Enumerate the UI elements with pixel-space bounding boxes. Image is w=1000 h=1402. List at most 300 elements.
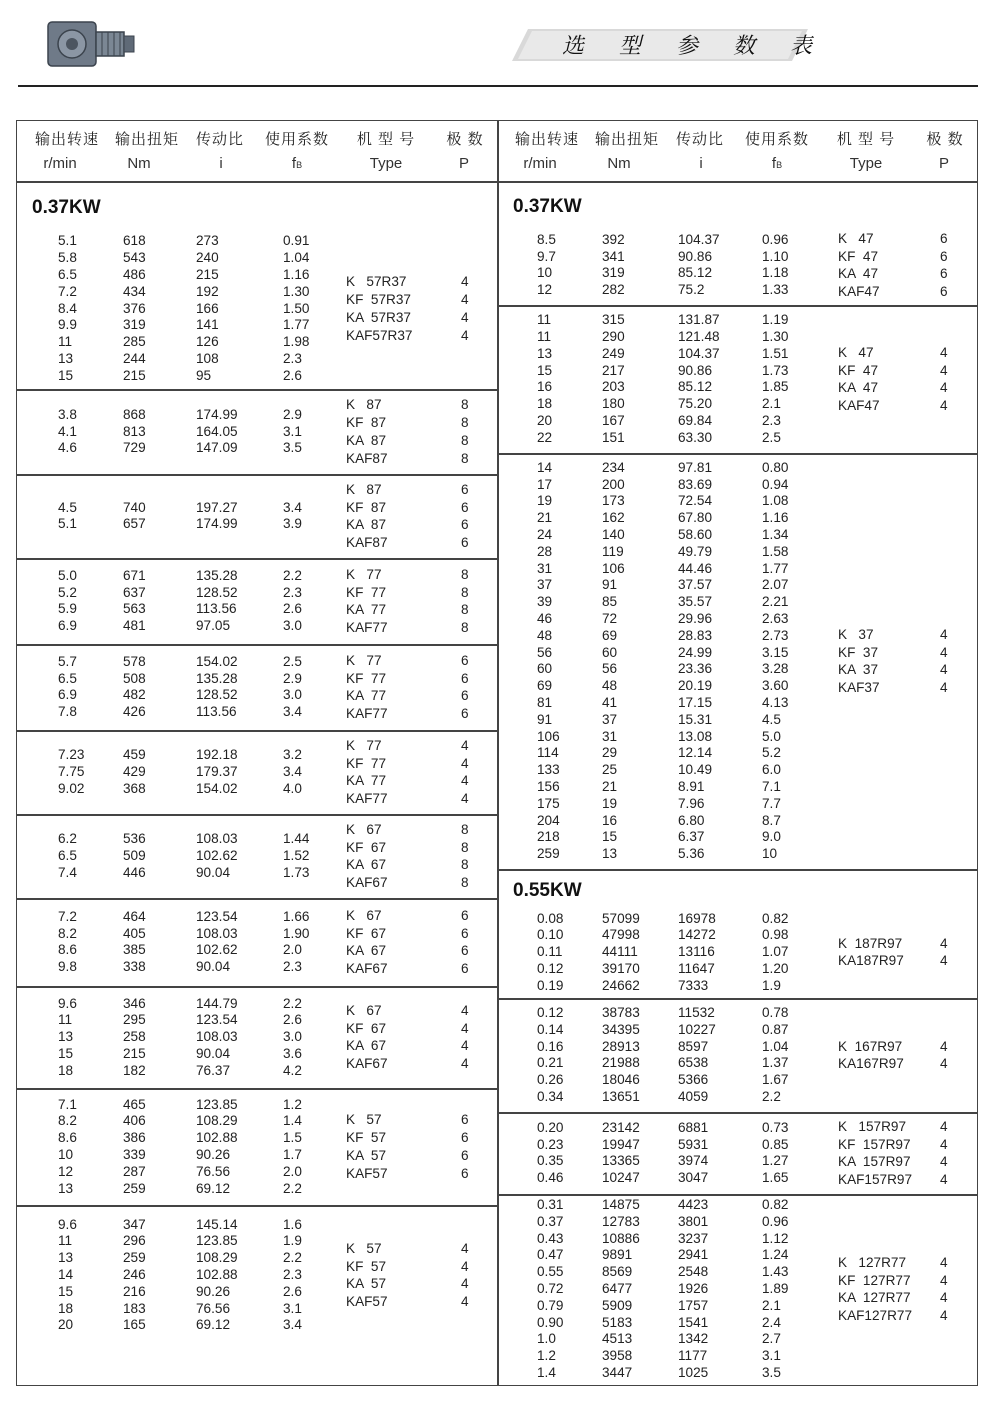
- cell: 183: [123, 1300, 146, 1316]
- cell: 0.85: [762, 1136, 789, 1152]
- cell: 7.75: [58, 764, 85, 780]
- model-cell: KA 47: [838, 380, 879, 396]
- cell: 1.9: [762, 977, 781, 993]
- cell: 7333: [678, 977, 709, 993]
- cell: 3047: [678, 1170, 709, 1186]
- cell: 1.85: [762, 379, 789, 395]
- group-left-0-10-speed: [58, 1217, 108, 1335]
- cell: 2.3: [283, 959, 302, 975]
- model-cell: KA 57R37: [346, 309, 411, 325]
- cell: 2.7: [762, 1331, 781, 1347]
- pole-cell: 6: [461, 499, 469, 515]
- cell: 90.04: [196, 959, 231, 975]
- header-cn-right-0: 输出转速: [514, 131, 580, 148]
- cell: 31: [602, 728, 618, 744]
- cell: 1.16: [283, 266, 310, 282]
- model-cell: K 77: [346, 566, 382, 582]
- cell: 37.57: [678, 577, 713, 593]
- group-left-0-3-torque: [123, 568, 183, 635]
- cell: 1.10: [762, 248, 789, 264]
- pole-cell: 4: [461, 1276, 469, 1292]
- model-cell: KAF77: [346, 706, 388, 722]
- cell: 5.1: [58, 233, 77, 249]
- cell: 1177: [678, 1348, 708, 1364]
- cell: 121.48: [678, 329, 720, 345]
- cell: 15: [537, 362, 553, 378]
- cell: 216: [123, 1283, 146, 1299]
- cell: 2.1: [762, 396, 781, 412]
- pole-cell: 8: [461, 875, 469, 891]
- cell: 8569: [602, 1264, 633, 1280]
- cell: 1.73: [762, 362, 789, 378]
- cell: 12: [537, 282, 553, 298]
- cell: 11: [58, 334, 73, 350]
- group-left-0-3-poles: [461, 566, 469, 637]
- pole-cell: 4: [940, 680, 948, 696]
- cell: 482: [123, 687, 146, 703]
- cell: 1.07: [762, 944, 789, 960]
- cell: 60: [537, 661, 553, 677]
- group-right-1-3-factor: [762, 1197, 812, 1382]
- cell: 429: [123, 764, 146, 780]
- header-cn-left-3: 使用系数: [264, 131, 330, 148]
- pole-cell: 4: [461, 309, 469, 325]
- cell: 4513: [602, 1331, 633, 1347]
- cell: 135.28: [196, 567, 238, 583]
- cell: 868: [123, 406, 146, 422]
- cell: 25: [602, 762, 618, 778]
- cell: 126: [196, 334, 219, 350]
- cell: 319: [123, 317, 146, 333]
- pole-cell: 4: [461, 1258, 469, 1274]
- model-cell: KA 47: [838, 266, 879, 282]
- group-left-0-1-ratio: [196, 407, 266, 457]
- cell: 48: [602, 678, 618, 694]
- cell: 3.6: [283, 1045, 302, 1061]
- cell: 3.9: [283, 516, 302, 532]
- model-cell: KA 77: [346, 602, 387, 618]
- cell: 657: [123, 516, 146, 532]
- model-cell: KAF57: [346, 1165, 388, 1181]
- cell: 24.99: [678, 644, 713, 660]
- cell: 21988: [602, 1055, 640, 1071]
- cell: 91: [537, 711, 553, 727]
- cell: 1.73: [283, 864, 310, 880]
- cell: 9.9: [58, 317, 77, 333]
- header-rule-right: [498, 181, 977, 183]
- cell: 2.6: [283, 601, 302, 617]
- pole-cell: 4: [940, 1038, 948, 1054]
- group-left-0-3-factor: [283, 568, 333, 635]
- cell: 315: [602, 312, 625, 328]
- pole-cell: 6: [461, 1130, 469, 1146]
- group-right-0-0-speed: [537, 232, 587, 299]
- cell: 2.2: [283, 995, 302, 1011]
- model-cell: K 47: [838, 344, 874, 360]
- cell: 8.6: [58, 942, 77, 958]
- pole-cell: 4: [940, 1172, 948, 1188]
- model-cell: KA 87: [346, 432, 387, 448]
- model-cell: KF 87: [346, 415, 387, 431]
- cell: 2.07: [762, 577, 789, 593]
- pole-cell: 6: [461, 706, 469, 722]
- cell: 6.2: [58, 831, 77, 847]
- group-left-0-3-speed: [58, 568, 108, 635]
- cell: 1.52: [283, 848, 310, 864]
- group-left-0-6-poles: [461, 821, 469, 892]
- cell: 119: [602, 543, 624, 559]
- cell: 3.5: [283, 440, 302, 456]
- cell: 4.5: [762, 711, 781, 727]
- cell: 114: [537, 745, 559, 761]
- header-en-right-4: Type: [849, 155, 883, 172]
- cell: 1.0: [537, 1331, 556, 1347]
- cell: 3974: [678, 1153, 709, 1169]
- model-cell: KAF47: [838, 284, 880, 300]
- cell: 7.96: [678, 795, 705, 811]
- group-left-0-2-models: [346, 481, 388, 552]
- cell: 215: [123, 1045, 146, 1061]
- cell: 13116: [678, 944, 715, 960]
- group-right-0-1-torque: [602, 312, 662, 446]
- model-cell: KF 87: [346, 499, 387, 515]
- cell: 4423: [678, 1197, 709, 1213]
- cell: 63.30: [678, 429, 713, 445]
- cell: 1926: [678, 1281, 709, 1297]
- group-left-0-9-speed: [58, 1097, 108, 1198]
- pole-cell: 6: [461, 1165, 469, 1181]
- group-left-0-9-factor: [283, 1097, 333, 1198]
- cell: 0.12: [537, 1005, 564, 1021]
- cell: 290: [602, 329, 625, 345]
- cell: 0.37: [537, 1213, 564, 1229]
- model-cell: KAF77: [346, 620, 388, 636]
- cell: 7.7: [762, 795, 781, 811]
- cell: 76.56: [196, 1163, 231, 1179]
- group-right-0-2-speed: [537, 460, 587, 863]
- cell: 28: [537, 543, 553, 559]
- model-cell: KF 67: [346, 1020, 387, 1036]
- cell: 21: [602, 779, 618, 795]
- cell: 385: [123, 942, 146, 958]
- cell: 19: [537, 493, 553, 509]
- group-left-0-10-ratio: [196, 1217, 266, 1335]
- group-left-0-4-models: [346, 652, 388, 723]
- group-left-0-8-rule: [17, 1088, 497, 1090]
- cell: 10227: [678, 1021, 716, 1037]
- model-cell: KA 127R77: [838, 1290, 911, 1306]
- group-left-0-4-ratio: [196, 654, 266, 721]
- cell: 128.52: [196, 584, 238, 600]
- cell: 0.08: [537, 910, 564, 926]
- group-right-1-1-ratio: [678, 1005, 748, 1106]
- cell: 102.88: [196, 1267, 238, 1283]
- group-left-0-4-rule: [17, 730, 497, 732]
- pole-cell: 4: [940, 1308, 948, 1324]
- cell: 7.2: [58, 283, 77, 299]
- pole-cell: 8: [461, 839, 469, 855]
- model-cell: K 77: [346, 737, 382, 753]
- model-cell: KF 77: [346, 755, 387, 771]
- group-right-0-2-torque: [602, 460, 662, 863]
- group-right-1-1-rule: [498, 1112, 977, 1114]
- cell: 5.9: [58, 601, 77, 617]
- cell: 3.0: [283, 687, 302, 703]
- cell: 11: [58, 1233, 73, 1249]
- cell: 0.90: [537, 1314, 564, 1330]
- pole-cell: 4: [940, 1154, 948, 1170]
- pole-cell: 8: [461, 602, 469, 618]
- cell: 37: [537, 577, 553, 593]
- cell: 6.5: [58, 848, 77, 864]
- cell: 16: [602, 812, 618, 828]
- group-left-0-10-poles: [461, 1240, 469, 1311]
- cell: 1.30: [283, 283, 310, 299]
- pole-cell: 6: [461, 688, 469, 704]
- cell: 41: [602, 695, 618, 711]
- model-cell: K 57R37: [346, 274, 407, 290]
- cell: 386: [123, 1130, 146, 1146]
- cell: 83.69: [678, 476, 713, 492]
- group-right-1-3-speed: [537, 1197, 587, 1382]
- cell: 671: [123, 567, 146, 583]
- cell: 2.0: [283, 1163, 302, 1179]
- column-divider: [497, 120, 499, 1386]
- pole-cell: 4: [461, 791, 469, 807]
- cell: 1541: [678, 1314, 709, 1330]
- header-en-right-0: r/min: [523, 155, 557, 172]
- cell: 5.1: [58, 516, 77, 532]
- cell: 0.72: [537, 1281, 564, 1297]
- cell: 1.90: [283, 925, 310, 941]
- pole-cell: 4: [461, 327, 469, 343]
- cell: 10886: [602, 1230, 640, 1246]
- cell: 113.56: [196, 601, 237, 617]
- cell: 1.67: [762, 1072, 789, 1088]
- pole-cell: 6: [461, 535, 469, 551]
- cell: 1.58: [762, 543, 789, 559]
- cell: 2.2: [283, 1180, 302, 1196]
- cell: 338: [123, 959, 146, 975]
- cell: 2.9: [283, 670, 302, 686]
- cell: 1.33: [762, 282, 789, 298]
- cell: 1757: [678, 1297, 709, 1313]
- model-cell: KAF37: [838, 680, 880, 696]
- cell: 5.7: [58, 653, 77, 669]
- section-kw-left-0: 0.37KW: [32, 197, 101, 218]
- model-cell: K 127R77: [838, 1254, 907, 1270]
- cell: 319: [602, 265, 625, 281]
- cell: 17: [537, 476, 553, 492]
- model-cell: K 87: [346, 481, 382, 497]
- cell: 2.4: [762, 1314, 781, 1330]
- cell: 13: [58, 1029, 74, 1045]
- cell: 258: [123, 1029, 146, 1045]
- cell: 2.9: [283, 406, 302, 422]
- cell: 175: [537, 795, 560, 811]
- cell: 215: [123, 367, 146, 383]
- cell: 240: [196, 250, 219, 266]
- header-en-left-0: r/min: [43, 155, 77, 172]
- cell: 1.34: [762, 527, 789, 543]
- cell: 166: [196, 300, 219, 316]
- group-left-0-2-rule: [17, 558, 497, 560]
- cell: 6.5: [58, 670, 77, 686]
- pole-cell: 6: [461, 652, 469, 668]
- cell: 18046: [602, 1072, 640, 1088]
- model-cell: KF 67: [346, 925, 387, 941]
- pole-cell: 8: [461, 566, 469, 582]
- cell: 6.80: [678, 812, 705, 828]
- pole-cell: 6: [461, 517, 469, 533]
- pole-cell: 6: [940, 266, 948, 282]
- cell: 3.4: [283, 499, 302, 515]
- cell: 23.36: [678, 661, 713, 677]
- group-right-0-1-ratio: [678, 312, 748, 446]
- pole-cell: 4: [940, 380, 948, 396]
- cell: 108: [196, 350, 219, 366]
- model-cell: KA167R97: [838, 1056, 904, 1072]
- pole-cell: 4: [461, 1294, 469, 1310]
- cell: 3.0: [283, 618, 302, 634]
- cell: 90.04: [196, 1045, 231, 1061]
- model-cell: KAF67: [346, 1056, 388, 1072]
- cell: 106: [602, 560, 625, 576]
- model-cell: KA 57: [346, 1147, 387, 1163]
- cell: 2.2: [762, 1089, 781, 1105]
- model-cell: KA 37: [838, 662, 879, 678]
- cell: 273: [196, 233, 219, 249]
- cell: 7.2: [58, 908, 77, 924]
- cell: 108.29: [196, 1113, 238, 1129]
- cell: 102.62: [196, 942, 238, 958]
- cell: 8.91: [678, 779, 705, 795]
- cell: 1.44: [283, 831, 310, 847]
- model-cell: KA 67: [346, 1038, 387, 1054]
- cell: 75.2: [678, 282, 705, 298]
- cell: 90.86: [678, 248, 713, 264]
- cell: 3801: [678, 1213, 709, 1229]
- group-left-0-1-poles: [461, 396, 469, 467]
- header-en-left-1: Nm: [127, 155, 151, 172]
- model-cell: K 187R97: [838, 935, 903, 951]
- group-left-0-5-poles: [461, 737, 469, 808]
- cell: 47998: [602, 927, 640, 943]
- group-right-0-1-rule: [498, 453, 977, 455]
- group-left-0-5-rule: [17, 814, 497, 816]
- cell: 5909: [602, 1297, 633, 1313]
- cell: 192: [196, 283, 219, 299]
- pole-cell: 4: [940, 1290, 948, 1306]
- cell: 1.16: [762, 510, 789, 526]
- cell: 44111: [602, 944, 638, 960]
- cell: 108.29: [196, 1250, 238, 1266]
- cell: 426: [123, 704, 146, 720]
- model-cell: KF 37: [838, 644, 879, 660]
- pole-cell: 4: [940, 362, 948, 378]
- cell: 15: [58, 1283, 74, 1299]
- pole-cell: 4: [461, 1038, 469, 1054]
- cell: 167: [602, 413, 625, 429]
- cell: 9891: [602, 1247, 633, 1263]
- cell: 0.31: [537, 1197, 564, 1213]
- cell: 7.23: [58, 747, 85, 763]
- group-right-1-2-torque: [602, 1120, 662, 1187]
- header-cn-right-3: 使用系数: [744, 131, 810, 148]
- group-right-0-1-factor: [762, 312, 812, 446]
- cell: 406: [123, 1113, 146, 1129]
- cell: 295: [123, 1012, 146, 1028]
- group-left-0-10-factor: [283, 1217, 333, 1335]
- pole-cell: 6: [461, 670, 469, 686]
- header-cn-left-0: 输出转速: [34, 131, 100, 148]
- group-left-0-6-factor: [283, 831, 333, 881]
- cell: 6881: [678, 1119, 709, 1135]
- cell: 11532: [678, 1005, 715, 1021]
- header-cn-right-2: 传动比: [675, 131, 725, 148]
- cell: 2548: [678, 1264, 709, 1280]
- header-cn-right-4: 机 型 号: [836, 131, 896, 148]
- cell: 2.6: [283, 367, 302, 383]
- pole-cell: 6: [940, 230, 948, 246]
- cell: 4.6: [58, 440, 77, 456]
- cell: 24662: [602, 977, 640, 993]
- cell: 20.19: [678, 678, 713, 694]
- cell: 1.66: [283, 908, 310, 924]
- cell: 108.03: [196, 1029, 238, 1045]
- cell: 4.13: [762, 695, 789, 711]
- cell: 5931: [678, 1136, 709, 1152]
- cell: 0.10: [537, 927, 564, 943]
- cell: 4.2: [283, 1062, 302, 1078]
- cell: 14: [537, 459, 553, 475]
- cell: 128.52: [196, 687, 238, 703]
- cell: 0.23: [537, 1136, 564, 1152]
- pole-cell: 4: [461, 755, 469, 771]
- cell: 578: [123, 653, 146, 669]
- cell: 151: [602, 429, 625, 445]
- cell: 13: [58, 350, 74, 366]
- cell: 85: [602, 594, 618, 610]
- cell: 259: [123, 1250, 146, 1266]
- cell: 16978: [678, 910, 716, 926]
- group-left-0-4-factor: [283, 654, 333, 721]
- cell: 6477: [602, 1281, 633, 1297]
- cell: 218: [537, 829, 560, 845]
- model-cell: KAF77: [346, 791, 388, 807]
- group-left-0-0-models: [346, 273, 413, 344]
- group-left-0-6-models: [346, 821, 388, 892]
- cell: 97.81: [678, 459, 713, 475]
- cell: 28.83: [678, 627, 713, 643]
- cell: 69: [602, 627, 618, 643]
- cell: 0.80: [762, 459, 789, 475]
- cell: 3.60: [762, 678, 789, 694]
- cell: 434: [123, 283, 146, 299]
- cell: 285: [123, 334, 146, 350]
- cell: 173: [602, 493, 625, 509]
- cell: 11: [58, 1012, 73, 1028]
- cell: 90.26: [196, 1146, 231, 1162]
- model-cell: KA 67: [346, 943, 387, 959]
- cell: 246: [123, 1267, 146, 1283]
- cell: 144.79: [196, 995, 238, 1011]
- cell: 8.5: [537, 231, 556, 247]
- cell: 69.12: [196, 1180, 231, 1196]
- cell: 7.4: [58, 864, 77, 880]
- cell: 76.56: [196, 1300, 231, 1316]
- model-cell: K 47: [838, 230, 874, 246]
